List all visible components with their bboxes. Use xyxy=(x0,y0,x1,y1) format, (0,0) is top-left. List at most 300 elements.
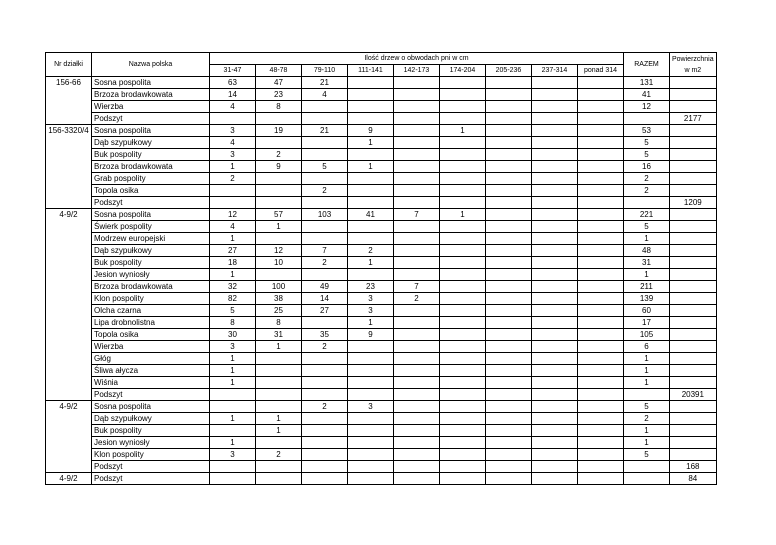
count-cell xyxy=(578,293,624,305)
count-cell xyxy=(486,209,532,221)
count-cell xyxy=(394,317,440,329)
count-cell xyxy=(578,209,624,221)
species-name-cell: Dąb szypułkowy xyxy=(92,245,210,257)
count-cell xyxy=(210,425,256,437)
count-cell xyxy=(532,461,578,473)
area-cell xyxy=(670,101,717,113)
count-cell: 30 xyxy=(210,329,256,341)
total-cell: 2 xyxy=(624,173,670,185)
total-cell: 2 xyxy=(624,185,670,197)
area-cell xyxy=(670,149,717,161)
header-circ-col: 142-173 xyxy=(394,65,440,77)
count-cell xyxy=(394,461,440,473)
count-cell xyxy=(486,233,532,245)
total-cell: 48 xyxy=(624,245,670,257)
count-cell xyxy=(532,233,578,245)
species-name-cell: Świerk pospolity xyxy=(92,221,210,233)
table-row xyxy=(46,77,717,89)
count-cell xyxy=(210,401,256,413)
count-cell xyxy=(486,149,532,161)
table-row xyxy=(46,233,717,245)
area-cell xyxy=(670,209,717,221)
count-cell: 12 xyxy=(256,245,302,257)
count-cell xyxy=(348,113,394,125)
count-cell xyxy=(302,197,348,209)
count-cell: 3 xyxy=(210,449,256,461)
count-cell xyxy=(440,173,486,185)
plot-number-cell: 4-9/2 xyxy=(46,209,92,401)
total-cell: 1 xyxy=(624,353,670,365)
count-cell xyxy=(440,89,486,101)
count-cell xyxy=(440,293,486,305)
count-cell: 31 xyxy=(256,329,302,341)
table-row xyxy=(46,281,717,293)
count-cell: 1 xyxy=(348,317,394,329)
count-cell xyxy=(578,137,624,149)
count-cell xyxy=(440,77,486,89)
header-total: RAZEM xyxy=(624,53,670,77)
count-cell: 1 xyxy=(256,341,302,353)
header-circumference-group: Ilość drzew o obwodach pni w cm xyxy=(210,53,624,65)
table-row xyxy=(46,401,717,413)
count-cell xyxy=(532,389,578,401)
count-cell: 14 xyxy=(302,293,348,305)
count-cell: 1 xyxy=(348,161,394,173)
table-row xyxy=(46,353,717,365)
count-cell xyxy=(210,473,256,485)
count-cell xyxy=(302,389,348,401)
count-cell xyxy=(440,149,486,161)
count-cell xyxy=(486,269,532,281)
area-cell xyxy=(670,401,717,413)
count-cell xyxy=(394,377,440,389)
count-cell xyxy=(302,137,348,149)
count-cell: 10 xyxy=(256,257,302,269)
count-cell: 14 xyxy=(210,89,256,101)
count-cell: 1 xyxy=(348,137,394,149)
table-row xyxy=(46,245,717,257)
count-cell: 3 xyxy=(210,149,256,161)
count-cell: 41 xyxy=(348,209,394,221)
count-cell xyxy=(348,437,394,449)
count-cell xyxy=(440,461,486,473)
count-cell xyxy=(486,461,532,473)
count-cell xyxy=(440,161,486,173)
count-cell: 1 xyxy=(210,353,256,365)
count-cell xyxy=(440,233,486,245)
area-cell xyxy=(670,137,717,149)
count-cell xyxy=(394,269,440,281)
total-cell: 211 xyxy=(624,281,670,293)
count-cell xyxy=(532,89,578,101)
total-cell: 1 xyxy=(624,377,670,389)
count-cell: 12 xyxy=(210,209,256,221)
count-cell xyxy=(256,401,302,413)
count-cell xyxy=(348,149,394,161)
species-name-cell: Wierzba xyxy=(92,101,210,113)
count-cell xyxy=(394,161,440,173)
count-cell xyxy=(440,101,486,113)
species-name-cell: Dąb szypułkowy xyxy=(92,413,210,425)
header-polish-name: Nazwa polska xyxy=(92,53,210,77)
count-cell xyxy=(578,353,624,365)
count-cell xyxy=(578,269,624,281)
count-cell xyxy=(532,257,578,269)
count-cell xyxy=(532,221,578,233)
count-cell xyxy=(486,305,532,317)
table-header xyxy=(46,53,717,77)
count-cell: 3 xyxy=(348,305,394,317)
count-cell xyxy=(394,233,440,245)
table-body xyxy=(46,77,717,485)
area-cell: 168 xyxy=(670,461,717,473)
species-name-cell: Podszyt xyxy=(92,461,210,473)
count-cell xyxy=(302,425,348,437)
count-cell xyxy=(578,461,624,473)
count-cell xyxy=(440,317,486,329)
table-row xyxy=(46,437,717,449)
count-cell xyxy=(394,449,440,461)
count-cell xyxy=(440,413,486,425)
count-cell xyxy=(256,473,302,485)
count-cell xyxy=(440,305,486,317)
count-cell xyxy=(578,449,624,461)
count-cell xyxy=(256,389,302,401)
count-cell xyxy=(578,89,624,101)
species-name-cell: Podszyt xyxy=(92,473,210,485)
species-name-cell: Sosna pospolita xyxy=(92,401,210,413)
table-row xyxy=(46,221,717,233)
count-cell xyxy=(394,185,440,197)
table-row xyxy=(46,89,717,101)
count-cell xyxy=(394,113,440,125)
count-cell xyxy=(394,245,440,257)
species-name-cell: Wierzba xyxy=(92,341,210,353)
count-cell: 38 xyxy=(256,293,302,305)
count-cell xyxy=(302,233,348,245)
count-cell xyxy=(302,413,348,425)
count-cell xyxy=(578,125,624,137)
header-circ-col: ponad 314 xyxy=(578,65,624,77)
count-cell xyxy=(578,437,624,449)
total-cell: 5 xyxy=(624,449,670,461)
count-cell: 1 xyxy=(440,209,486,221)
count-cell xyxy=(486,377,532,389)
count-cell xyxy=(440,197,486,209)
table-row xyxy=(46,209,717,221)
total-cell: 60 xyxy=(624,305,670,317)
area-cell xyxy=(670,437,717,449)
count-cell xyxy=(348,101,394,113)
count-cell xyxy=(532,197,578,209)
count-cell xyxy=(486,341,532,353)
count-cell xyxy=(440,185,486,197)
count-cell: 1 xyxy=(256,425,302,437)
count-cell xyxy=(578,185,624,197)
species-name-cell: Grab pospolity xyxy=(92,173,210,185)
count-cell: 7 xyxy=(394,209,440,221)
count-cell xyxy=(486,137,532,149)
count-cell xyxy=(348,389,394,401)
count-cell: 1 xyxy=(210,377,256,389)
table-row xyxy=(46,329,717,341)
count-cell xyxy=(440,329,486,341)
area-cell: 84 xyxy=(670,473,717,485)
count-cell xyxy=(578,317,624,329)
count-cell xyxy=(486,125,532,137)
table-row xyxy=(46,293,717,305)
count-cell xyxy=(256,185,302,197)
area-cell xyxy=(670,413,717,425)
count-cell: 1 xyxy=(256,413,302,425)
species-name-cell: Lipa drobnolistna xyxy=(92,317,210,329)
count-cell: 2 xyxy=(302,401,348,413)
header-area xyxy=(670,53,717,77)
count-cell xyxy=(532,161,578,173)
count-cell xyxy=(578,341,624,353)
count-cell xyxy=(394,305,440,317)
total-cell: 2 xyxy=(624,413,670,425)
count-cell: 21 xyxy=(302,77,348,89)
species-name-cell: Modrzew europejski xyxy=(92,233,210,245)
species-name-cell: Sosna pospolita xyxy=(92,125,210,137)
count-cell: 23 xyxy=(348,281,394,293)
species-name-cell: Buk pospolity xyxy=(92,425,210,437)
count-cell xyxy=(532,209,578,221)
count-cell xyxy=(486,413,532,425)
count-cell: 1 xyxy=(210,413,256,425)
species-name-cell: Podszyt xyxy=(92,113,210,125)
count-cell xyxy=(256,461,302,473)
count-cell xyxy=(210,389,256,401)
count-cell: 9 xyxy=(348,125,394,137)
count-cell xyxy=(532,449,578,461)
count-cell xyxy=(440,425,486,437)
plot-number-cell: 4-9/2 xyxy=(46,473,92,485)
count-cell xyxy=(256,365,302,377)
count-cell xyxy=(532,185,578,197)
count-cell xyxy=(348,197,394,209)
area-cell xyxy=(670,305,717,317)
tree-inventory-table xyxy=(45,52,717,485)
area-cell xyxy=(670,77,717,89)
count-cell xyxy=(394,77,440,89)
count-cell xyxy=(348,233,394,245)
count-cell: 7 xyxy=(302,245,348,257)
table-row xyxy=(46,473,717,485)
area-cell xyxy=(670,425,717,437)
count-cell: 5 xyxy=(302,161,348,173)
count-cell xyxy=(348,341,394,353)
count-cell xyxy=(578,401,624,413)
count-cell xyxy=(256,269,302,281)
total-cell xyxy=(624,461,670,473)
count-cell xyxy=(532,473,578,485)
species-name-cell: Topola osika xyxy=(92,329,210,341)
species-name-cell: Brzoza brodawkowata xyxy=(92,281,210,293)
count-cell xyxy=(394,413,440,425)
area-cell xyxy=(670,89,717,101)
plot-number-cell: 156-66 xyxy=(46,77,92,125)
species-name-cell: Podszyt xyxy=(92,197,210,209)
count-cell xyxy=(394,197,440,209)
count-cell xyxy=(578,221,624,233)
count-cell xyxy=(532,137,578,149)
count-cell xyxy=(486,113,532,125)
table-row xyxy=(46,173,717,185)
total-cell: 16 xyxy=(624,161,670,173)
count-cell: 8 xyxy=(256,317,302,329)
table-row xyxy=(46,461,717,473)
table-row xyxy=(46,425,717,437)
table-row xyxy=(46,185,717,197)
count-cell xyxy=(578,113,624,125)
area-cell xyxy=(670,329,717,341)
area-cell xyxy=(670,257,717,269)
table-row xyxy=(46,137,717,149)
count-cell xyxy=(256,377,302,389)
count-cell xyxy=(486,293,532,305)
count-cell: 35 xyxy=(302,329,348,341)
count-cell xyxy=(578,281,624,293)
count-cell xyxy=(578,329,624,341)
total-cell xyxy=(624,113,670,125)
count-cell xyxy=(578,377,624,389)
count-cell xyxy=(210,185,256,197)
count-cell xyxy=(440,137,486,149)
count-cell: 82 xyxy=(210,293,256,305)
table-row xyxy=(46,113,717,125)
table-row xyxy=(46,389,717,401)
total-cell: 1 xyxy=(624,425,670,437)
count-cell xyxy=(532,437,578,449)
table-row xyxy=(46,341,717,353)
area-cell xyxy=(670,317,717,329)
count-cell xyxy=(578,197,624,209)
total-cell: 131 xyxy=(624,77,670,89)
count-cell xyxy=(486,437,532,449)
total-cell: 1 xyxy=(624,233,670,245)
count-cell xyxy=(394,329,440,341)
count-cell: 2 xyxy=(394,293,440,305)
count-cell xyxy=(348,185,394,197)
count-cell: 27 xyxy=(302,305,348,317)
count-cell xyxy=(440,257,486,269)
total-cell: 41 xyxy=(624,89,670,101)
area-cell xyxy=(670,269,717,281)
area-cell xyxy=(670,293,717,305)
count-cell: 1 xyxy=(210,269,256,281)
count-cell xyxy=(532,293,578,305)
count-cell xyxy=(302,149,348,161)
count-cell xyxy=(302,377,348,389)
count-cell: 100 xyxy=(256,281,302,293)
total-cell: 17 xyxy=(624,317,670,329)
total-cell: 105 xyxy=(624,329,670,341)
count-cell xyxy=(578,305,624,317)
count-cell xyxy=(394,353,440,365)
count-cell xyxy=(440,245,486,257)
count-cell: 1 xyxy=(256,221,302,233)
total-cell xyxy=(624,473,670,485)
count-cell xyxy=(256,353,302,365)
count-cell xyxy=(578,245,624,257)
count-cell xyxy=(348,269,394,281)
count-cell xyxy=(440,353,486,365)
count-cell xyxy=(486,221,532,233)
count-cell xyxy=(302,365,348,377)
species-name-cell: Głóg xyxy=(92,353,210,365)
total-cell: 12 xyxy=(624,101,670,113)
count-cell: 1 xyxy=(210,161,256,173)
count-cell: 21 xyxy=(302,125,348,137)
total-cell: 1 xyxy=(624,437,670,449)
count-cell xyxy=(532,353,578,365)
total-cell xyxy=(624,389,670,401)
count-cell xyxy=(348,473,394,485)
count-cell: 25 xyxy=(256,305,302,317)
area-cell xyxy=(670,221,717,233)
count-cell xyxy=(302,449,348,461)
count-cell xyxy=(486,161,532,173)
count-cell xyxy=(394,401,440,413)
count-cell xyxy=(440,473,486,485)
table-row xyxy=(46,101,717,113)
header-circ-col: 48-78 xyxy=(256,65,302,77)
count-cell xyxy=(348,461,394,473)
species-name-cell: Sosna pospolita xyxy=(92,77,210,89)
count-cell xyxy=(210,113,256,125)
count-cell xyxy=(302,317,348,329)
count-cell xyxy=(532,113,578,125)
count-cell xyxy=(256,197,302,209)
count-cell xyxy=(256,233,302,245)
count-cell xyxy=(486,317,532,329)
count-cell xyxy=(394,137,440,149)
species-name-cell: Jesion wyniosły xyxy=(92,269,210,281)
count-cell: 3 xyxy=(210,125,256,137)
header-plot-number: Nr działki xyxy=(46,53,92,77)
species-name-cell: Brzoza brodawkowata xyxy=(92,89,210,101)
total-cell: 5 xyxy=(624,221,670,233)
count-cell xyxy=(210,461,256,473)
table-row xyxy=(46,269,717,281)
table-row xyxy=(46,149,717,161)
area-cell xyxy=(670,353,717,365)
count-cell xyxy=(394,221,440,233)
count-cell xyxy=(532,413,578,425)
area-cell: 1209 xyxy=(670,197,717,209)
count-cell xyxy=(348,173,394,185)
count-cell xyxy=(348,353,394,365)
total-cell: 221 xyxy=(624,209,670,221)
table-row xyxy=(46,161,717,173)
species-name-cell: Jesion wyniosły xyxy=(92,437,210,449)
count-cell xyxy=(302,473,348,485)
count-cell: 4 xyxy=(302,89,348,101)
count-cell xyxy=(394,125,440,137)
area-cell xyxy=(670,449,717,461)
count-cell xyxy=(302,173,348,185)
header-area-line2: w m2 xyxy=(684,66,702,74)
table-row xyxy=(46,413,717,425)
species-name-cell: Klon pospolity xyxy=(92,293,210,305)
count-cell: 27 xyxy=(210,245,256,257)
count-cell xyxy=(302,113,348,125)
plot-number-cell: 156-3320/4 xyxy=(46,125,92,209)
count-cell xyxy=(486,257,532,269)
count-cell xyxy=(532,245,578,257)
